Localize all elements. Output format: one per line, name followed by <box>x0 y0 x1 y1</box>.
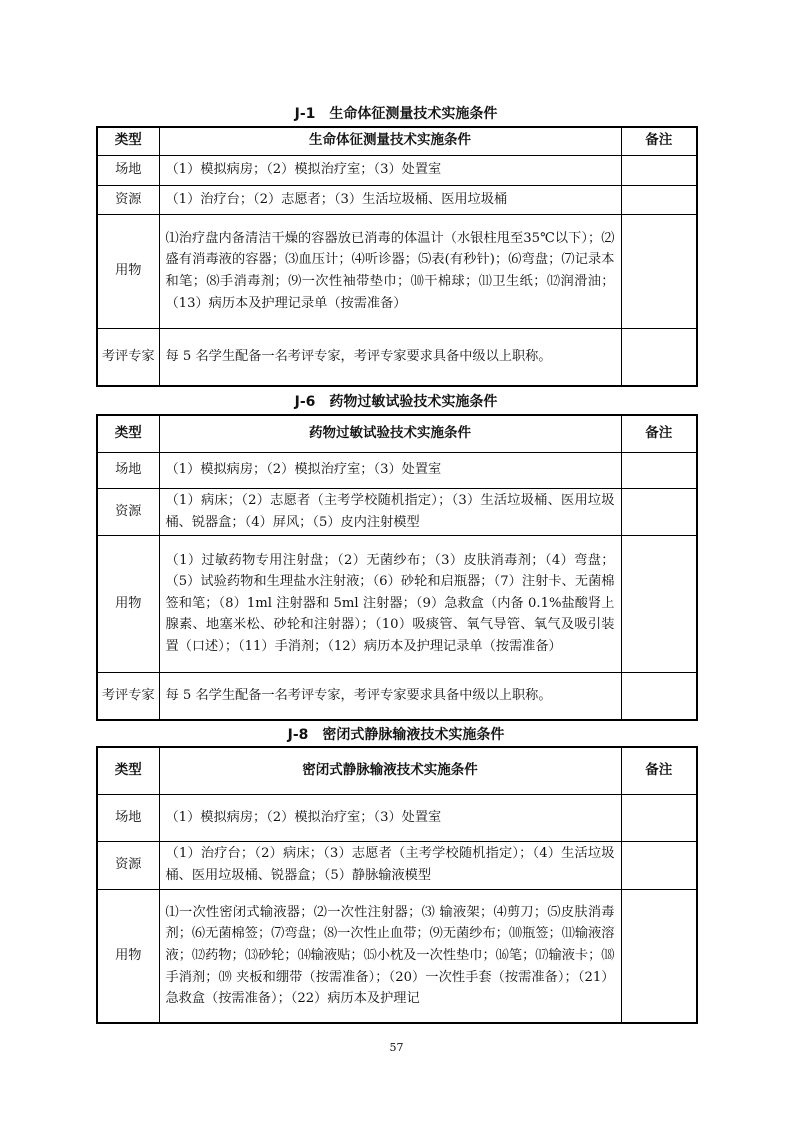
row-content: （1）治疗台；（2）志愿者；（3）生活垃圾桶、医用垃圾桶 <box>159 185 621 214</box>
caption-code: J-1 <box>294 106 316 122</box>
conditions-table-j6 <box>96 414 698 721</box>
row-label: 用物 <box>97 535 159 672</box>
header-content: 药物过敏试验技术实施条件 <box>159 415 621 452</box>
row-content: 每 5 名学生配备一名考评专家，考评专家要求具备中级以上职称。 <box>159 328 621 386</box>
row-note <box>621 185 697 214</box>
table-row <box>97 535 697 672</box>
table-row <box>97 452 697 488</box>
row-content: ⑴一次性密闭式输液器；⑵一次性注射器；⑶ 输液架；⑷剪刀；⑸皮肤消毒剂；⑹无菌棉签；⑺弯盘；⑻一次性止血带；⑼无菌纱布；⑽瓶签；⑾输液溶液；⑿药物；⒀砂轮；⒁输液贴；⒂小枕及一次性垫巾；⒃笔；⒄输液卡；⒅手消剂；⒆ 夹板和绷带（按需准备）；（20）一次性手套（按需准备）；（21）急救盒（按需准备）；（22）病历本及护理记 <box>159 889 621 1023</box>
table-row <box>97 185 697 214</box>
table-row <box>97 328 697 386</box>
row-label: 场地 <box>97 452 159 488</box>
caption-code: J-8 <box>287 727 309 743</box>
row-note <box>621 452 697 488</box>
row-label: 用物 <box>97 889 159 1023</box>
table-header-row <box>97 127 697 155</box>
row-label: 考评专家 <box>97 328 159 386</box>
row-note <box>621 841 697 889</box>
row-content: （1）过敏药物专用注射盘；（2）无菌纱布；（3）皮肤消毒剂；（4）弯盘；（5）试验药物和生理盐水注射液；（6）砂轮和启瓶器；（7）注射卡、无菌棉签和笔；（8）1ml 注射器和 5ml 注射器；（9）急救盒（内备 0.1%盐酸肾上腺素、地塞米松、砂轮和注射器）；（10）吸痰管、氧气导管、氧气及吸引装置（口述）；（11）手消剂；（12）病历本及护理记录单（按需准备） <box>159 535 621 672</box>
row-label: 资源 <box>97 488 159 535</box>
caption-title: 密闭式静脉输液技术实施条件 <box>322 727 505 743</box>
caption-title: 药物过敏试验技术实施条件 <box>329 394 498 410</box>
header-note: 备注 <box>621 415 697 452</box>
table-row <box>97 488 697 535</box>
header-note: 备注 <box>621 747 697 794</box>
table-header-row <box>97 747 697 794</box>
row-label: 考评专家 <box>97 672 159 720</box>
row-label: 资源 <box>97 185 159 214</box>
row-content: （1）治疗台；（2）病床；（3）志愿者（主考学校随机指定）；（4）生活垃圾桶、医用垃圾桶、锐器盒；（5）静脉输液模型 <box>159 841 621 889</box>
row-content: ⑴治疗盘内备清洁干燥的容器放已消毒的体温计（水银柱甩至35℃以下）；⑵盛有消毒液的容器；⑶血压计；⑷听诊器；⑸表(有秒针)；⑹弯盘；⑺记录本和笔；⑻手消毒剂；⑼一次性袖带垫巾；⑽干棉球；⑾卫生纸；⑿润滑油；（13）病历本及护理记录单（按需准备） <box>159 214 621 328</box>
row-note <box>621 794 697 841</box>
table-row <box>97 214 697 328</box>
table-row <box>97 155 697 185</box>
conditions-table-j8 <box>96 746 698 1024</box>
header-content: 生命体征测量技术实施条件 <box>159 127 621 155</box>
row-content: （1）模拟病房；（2）模拟治疗室；（3）处置室 <box>159 794 621 841</box>
conditions-table-j1 <box>96 126 698 387</box>
table-row <box>97 794 697 841</box>
table-header-row <box>97 415 697 452</box>
row-label: 用物 <box>97 214 159 328</box>
table-row <box>97 889 697 1023</box>
row-note <box>621 214 697 328</box>
header-type: 类型 <box>97 127 159 155</box>
caption-title: 生命体征测量技术实施条件 <box>329 106 498 122</box>
row-note <box>621 535 697 672</box>
row-note <box>621 155 697 185</box>
table-caption-j1 <box>96 105 696 123</box>
row-content: 每 5 名学生配备一名考评专家，考评专家要求具备中级以上职称。 <box>159 672 621 720</box>
header-type: 类型 <box>97 415 159 452</box>
header-content: 密闭式静脉输液技术实施条件 <box>159 747 621 794</box>
row-content: （1）模拟病房；（2）模拟治疗室；（3）处置室 <box>159 452 621 488</box>
header-note: 备注 <box>621 127 697 155</box>
header-type: 类型 <box>97 747 159 794</box>
row-content: （1）病床；（2）志愿者（主考学校随机指定）；（3）生活垃圾桶、医用垃圾桶、锐器盒；（4）屏风；（5）皮内注射模型 <box>159 488 621 535</box>
table-row <box>97 841 697 889</box>
table-caption-j6 <box>96 393 696 411</box>
table-row <box>97 672 697 720</box>
row-note <box>621 328 697 386</box>
row-label: 场地 <box>97 794 159 841</box>
row-note <box>621 889 697 1023</box>
row-note <box>621 488 697 535</box>
caption-code: J-6 <box>294 394 316 410</box>
row-label: 场地 <box>97 155 159 185</box>
row-note <box>621 672 697 720</box>
row-label: 资源 <box>97 841 159 889</box>
row-content: （1）模拟病房；（2）模拟治疗室；（3）处置室 <box>159 155 621 185</box>
page-number: 57 <box>389 1041 404 1054</box>
table-caption-j8 <box>96 726 696 744</box>
